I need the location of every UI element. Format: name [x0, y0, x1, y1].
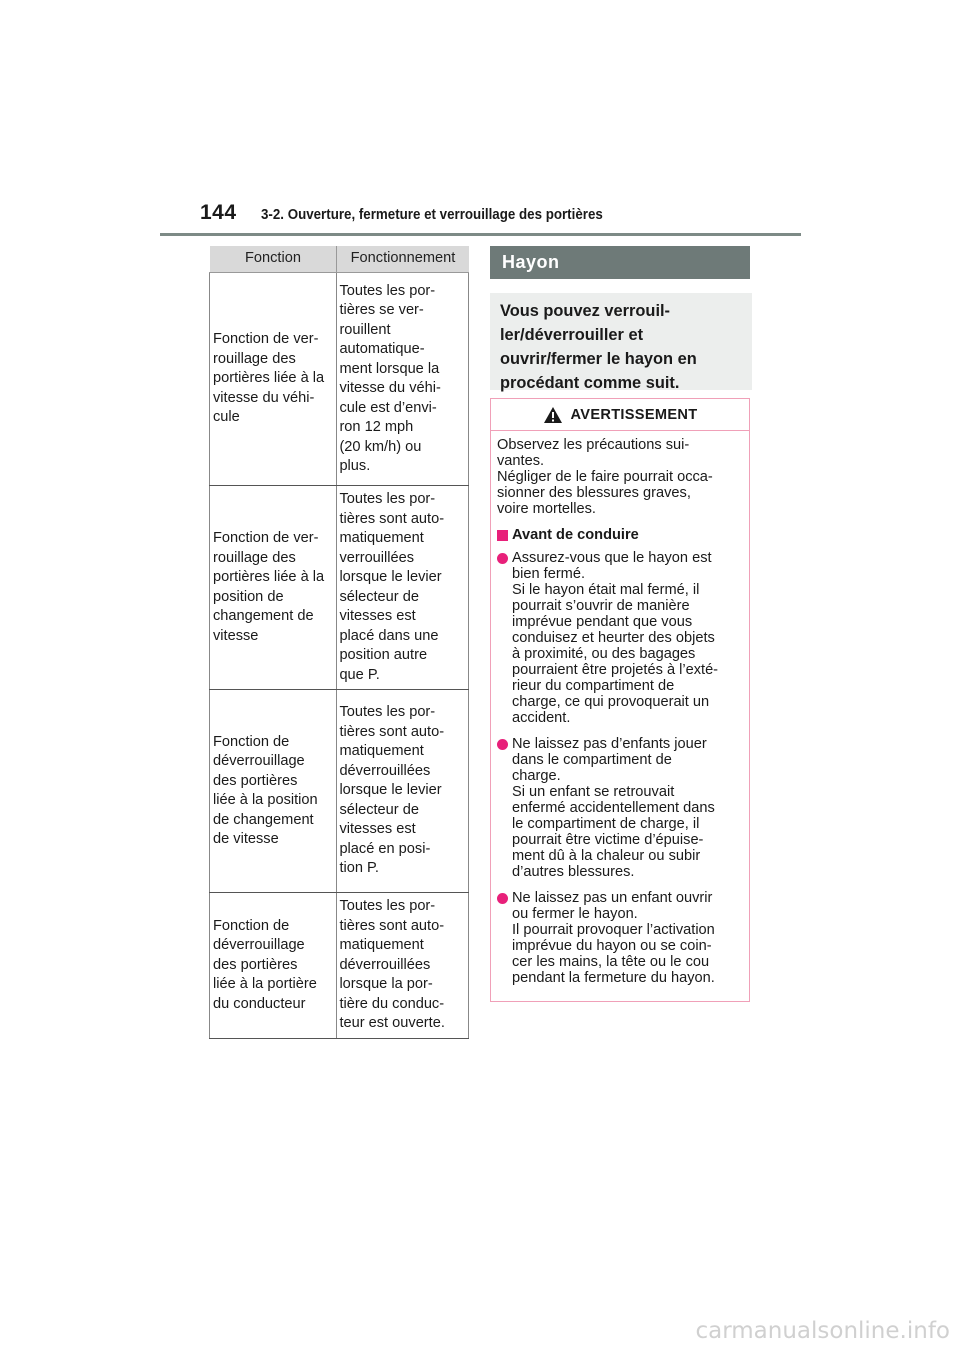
warning-intro: Observez les précautions sui- vantes. Négliger de le faire pourrait occa- sionner des blessures graves, voire mortelles.	[497, 437, 713, 517]
function-text: Fonction de ver- rouillage des portières liée à la vitesse du véhi- cule	[213, 331, 325, 426]
round-bullet-icon	[497, 739, 508, 750]
bullet-text: Ne laissez pas un enfant ouvrir ou fermer le hayon. Il pourrait provoquer l’activation imprévue du hayon ou se coin- cer les mains, la tête ou le cou pendant la fermeture du hayon.	[512, 890, 715, 986]
list-item	[497, 736, 743, 880]
round-bullet-icon	[497, 553, 508, 564]
table-row	[210, 893, 469, 1039]
round-bullet-icon	[497, 893, 508, 904]
warning-box	[490, 398, 750, 1002]
table-row	[210, 273, 469, 486]
watermark: carmanualsonline.info	[695, 1318, 950, 1344]
section-title: 3-2. Ouverture, fermeture et verrouillage des portières	[261, 207, 603, 223]
table-row	[210, 690, 469, 893]
column-header-function: Fonction	[210, 246, 337, 273]
bullet-text: Ne laissez pas d’enfants jouer dans le compartiment de charge. Si un enfant se retrouvait enfermé accidentellement dans le compartiment de charge, il pourrait être victime d’épuise- ment dû à la chaleur ou subir d’autres blessures.	[512, 736, 715, 880]
list-item	[497, 550, 743, 726]
function-cell	[210, 893, 337, 1039]
list-item	[497, 890, 743, 986]
function-table	[209, 246, 469, 1039]
function-cell	[210, 273, 337, 486]
operation-cell	[337, 273, 469, 486]
header-rule	[160, 233, 801, 236]
operation-cell	[337, 690, 469, 893]
function-text: Fonction de déverrouillage des portières liée à la portière du conducteur	[213, 917, 317, 1012]
hayon-intro: Vous pouvez verrouil- ler/déverrouiller et ouvrir/fermer le hayon en procédant comme suit.	[490, 293, 752, 390]
warning-title: AVERTISSEMENT	[570, 406, 698, 423]
bullet-text: Assurez-vous que le hayon est bien fermé. Si le hayon était mal fermé, il pourrait s’ouvrir de manière imprévue pendant que vous conduisez et heurter des objets à proximité, ou des bagages pourraient être projetés à l’exté- rieur du compartiment de charge, ce qui provoquerait un accident.	[512, 550, 719, 726]
hayon-heading: Hayon	[490, 246, 750, 279]
function-text: Fonction de déverrouillage des portières liée à la position de changement de vitesse	[213, 733, 318, 847]
function-text: Fonction de ver- rouillage des portières liée à la position de changement de vitesse	[213, 530, 325, 644]
page-number: 144	[200, 201, 237, 224]
column-header-operation: Fonctionnement	[337, 246, 469, 273]
warning-body	[491, 431, 749, 986]
operation-text: Toutes les por- tières sont auto- matiquement déverrouillées lorsque la por- tière du conduc- teur est ouverte.	[339, 898, 445, 1031]
function-cell	[210, 690, 337, 893]
operation-text: Toutes les por- tières se ver- rouillent automatique- ment lorsque la vitesse du véhi- cule est d’envi- ron 12 mph (20 km/h) ou plus.	[339, 282, 441, 474]
operation-text: Toutes les por- tières sont auto- matiquement déverrouillées lorsque le levier sélecteur de vitesses est placé en posi- tion P.	[339, 704, 445, 877]
function-cell	[210, 486, 337, 690]
table-row	[210, 486, 469, 690]
warning-triangle-icon	[543, 406, 563, 424]
square-bullet-icon	[497, 530, 508, 541]
warning-subheading-text: Avant de conduire	[512, 527, 639, 543]
operation-cell	[337, 893, 469, 1039]
operation-cell	[337, 486, 469, 690]
warning-header	[491, 399, 749, 431]
operation-text: Toutes les por- tières sont auto- matiquement verrouillées lorsque le levier sélecteur de vitesses est placé dans une position autre que P.	[339, 491, 445, 683]
warning-subheading	[497, 527, 743, 543]
table-header-row	[210, 246, 469, 273]
